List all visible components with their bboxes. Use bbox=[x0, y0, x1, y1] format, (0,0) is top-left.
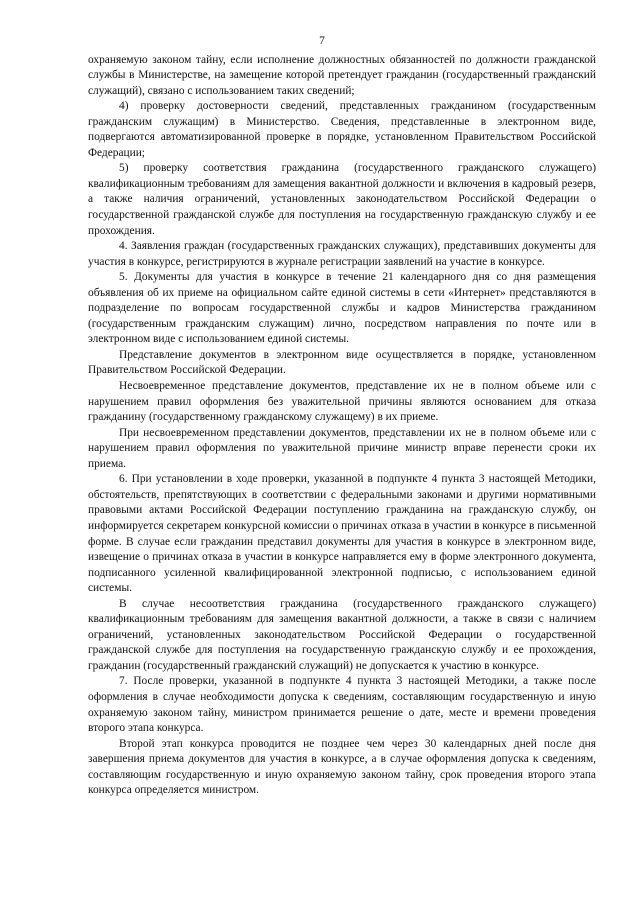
paragraph-clause-6: 6. При установлении в ходе проверки, указанной в подпункте 4 пункта 3 настоящей Методики, обстоятельств, препятствующих в соответствии с федеральными законами и другими нормативными правовыми актами Российской Федерации поступлению гражданина на гражданскую службу, он информируется секретарем конкурсной комиссии о причинах отказа в участии в конкурсе в письменной форме. В случае если гражданин представил документы для участия в конкурсе в электронном виде, извещение о причинах отказа в участии в конкурсе направляется ему в форме электронного документа, подписанного усиленной квалифицированной электронной подписью, с использованием единой системы. bbox=[88, 473, 596, 595]
paragraph-continuation: охраняемую законом тайну, если исполнение должностных обязанностей по должности гражданской службы в Министерстве, на замещение которой претендует гражданин (государственный гражданский служащий), связано с использованием таких сведений; bbox=[88, 53, 596, 97]
paragraph-clause-7: 7. После проверки, указанной в подпункте 4 пункта 3 настоящей Методики, а также после оформления в случае необходимости допуска к сведениям, составляющим государственную и иную охраняемую законом тайну, министром принимается решение о дате, месте и времени проведения второго этапа конкурса. bbox=[88, 675, 596, 735]
paragraph-electronic-submission: Представление документов в электронном виде осуществляется в порядке, установленном Правительством Российской Федерации. bbox=[88, 348, 596, 377]
document-page bbox=[88, 34, 596, 799]
paragraph-untimely-submission: Несвоевременное представление документов, представление их не в полном объеме или с нарушением правил оформления без уважительной причины являются основанием для отказа гражданину (государственному гражданскому служащему) в их приеме. bbox=[88, 380, 596, 424]
paragraph-second-stage: Второй этап конкурса проводится не позднее чем через 30 календарных дней после дня завершения приема документов для участия в конкурсе, а в случае оформления допуска к сведениям, составляющим государственную и иную охраняемую законом тайну, срок проведения второго этапа конкурса определяется министром. bbox=[88, 737, 596, 797]
paragraph-item-5-qualification-check: 5) проверку соответствия гражданина (государственного гражданского служащего) квалификационным требованиям для замещения вакантной должности и включения в кадровый резерв, а также наличия ограничений, установленных законодательством Российской Федерации о государственной гражданской службе для поступления на государственную гражданскую службу и ее прохождения. bbox=[88, 162, 596, 237]
paragraph-clause-5: 5. Документы для участия в конкурсе в течение 21 календарного дня со дня размещения объявления об их приеме на официальном сайте единой системы в сети «Интернет» представляются в подразделение по вопросам государственной службы и кадров Министерства гражданином (государственным гражданским служащим) лично, посредством направления по почте или в электронном виде с использованием единой системы. bbox=[88, 271, 596, 346]
paragraph-clause-4: 4. Заявления граждан (государственных гражданских служащих), представивших документы для участия в конкурсе, регистрируются в журнале регистрации заявлений на участие в конкурсе. bbox=[88, 240, 596, 268]
paragraph-item-4-verification: 4) проверку достоверности сведений, представленных гражданином (государственным гражданским служащим) в Министерство. Сведения, представленные в электронном виде, подвергаются автоматизированной проверке в порядке, установленном Правительством Российской Федерации; bbox=[88, 100, 596, 159]
paragraph-valid-reason: При несвоевременном представлении документов, представлении их не в полном объеме или с нарушением правил оформления по уважительной причине министр вправе перенести сроки их приема. bbox=[88, 426, 596, 470]
paragraph-nonconformity: В случае несоответствия гражданина (государственного гражданского служащего) квалификационным требованиям для замещения вакантной должности, а также в связи с наличием ограничений, установленных законодательством Российской Федерации о государственной гражданской службе для поступления на государственную гражданскую службу и ее прохождения, гражданин (государственный гражданский служащий) не допускается к участию в конкурсе. bbox=[88, 597, 596, 672]
page-number: 7 bbox=[319, 35, 325, 47]
